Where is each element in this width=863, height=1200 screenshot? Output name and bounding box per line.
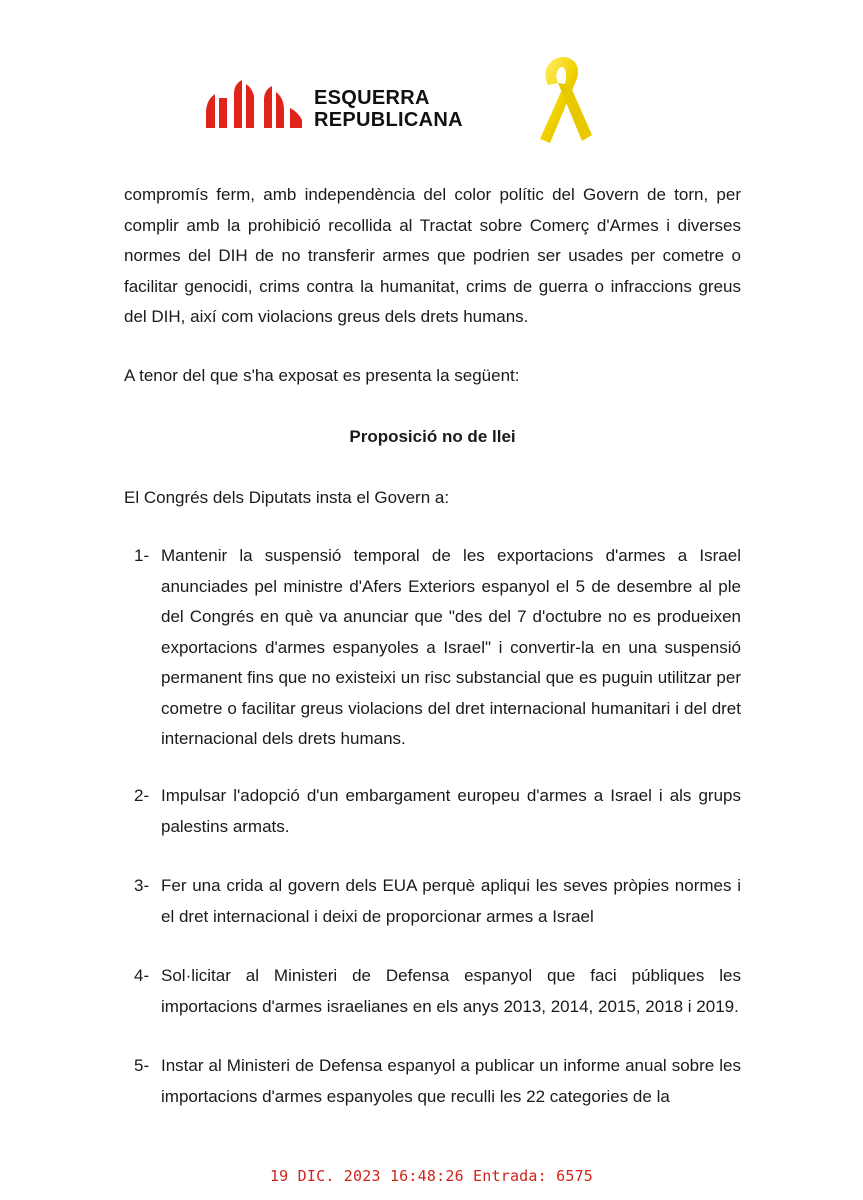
item-number: 3- [134,876,150,895]
logo-wordmark [314,87,463,131]
list-item [124,781,741,842]
body-paragraph: compromís ferm, amb independència del color polític del Govern de torn, per complir amb la prohibició recollida al Tractat sobre Comerç d'Armes i diverses normes del DIH de no transferir armes que podrien ser usades per cometre o facilitar genocidi, crims contra la humanitat, crims de guerra o infraccions greus del DIH, així com violacions greus dels drets humans. [124,185,741,326]
erc-logo-icon [206,80,302,128]
item-text: Sol·licitar al Ministeri de Defensa espanyol que faci públiques les importacions d'armes israelianes en els anys 2013, 2014, 2015, 2018 i 2019. [161,966,741,1016]
list-item [124,961,741,1022]
item-number: 1- [134,546,150,565]
list-item [124,1051,741,1112]
list-item [124,541,741,755]
item-text: Fer una crida al govern dels EUA perquè apliqui les seves pròpies normes i el dret internacional i deixi de proporcionar armes a Israel [161,876,741,926]
item-number: 4- [134,966,150,985]
proposal-heading: Proposició no de llei [349,427,516,446]
item-number: 5- [134,1056,150,1075]
logo-line-2: REPUBLICANA [314,109,463,131]
list-item [124,871,741,932]
yellow-ribbon-icon [530,55,596,147]
item-text: Instar al Ministeri de Defensa espanyol a publicar un informe anual sobre les importacions d'armes espanyoles que reculli les 22 categories de la [161,1056,741,1106]
item-text: Impulsar l'adopció d'un embargament europeu d'armes a Israel i als grups palestins armats. [161,786,741,836]
logo-line-1: ESQUERRA [314,87,430,109]
intro-line: El Congrés dels Diputats insta el Govern a: [124,488,450,507]
item-text: Mantenir la suspensió temporal de les exportacions d'armes a Israel anunciades pel ministre d'Afers Exteriors espanyol el 5 de desembre al ple del Congrés en què va anunciar que "des del 7 d'octubre no es produeixen exportacions d'armes espanyoles a Israel" i convertir-la en una suspensió permanent fins que no existeixi un risc substancial que es puguin utilitzar per cometre o facilitar greus violacions del dret internacional humanitari i del dret internacional dels drets humans. [161,546,741,748]
preamble-line: A tenor del que s'ha exposat es presenta la següent: [124,366,520,385]
registry-stamp: 19 DIC. 2023 16:48:26 Entrada: 6575 [269,1167,594,1185]
item-number: 2- [134,786,150,805]
